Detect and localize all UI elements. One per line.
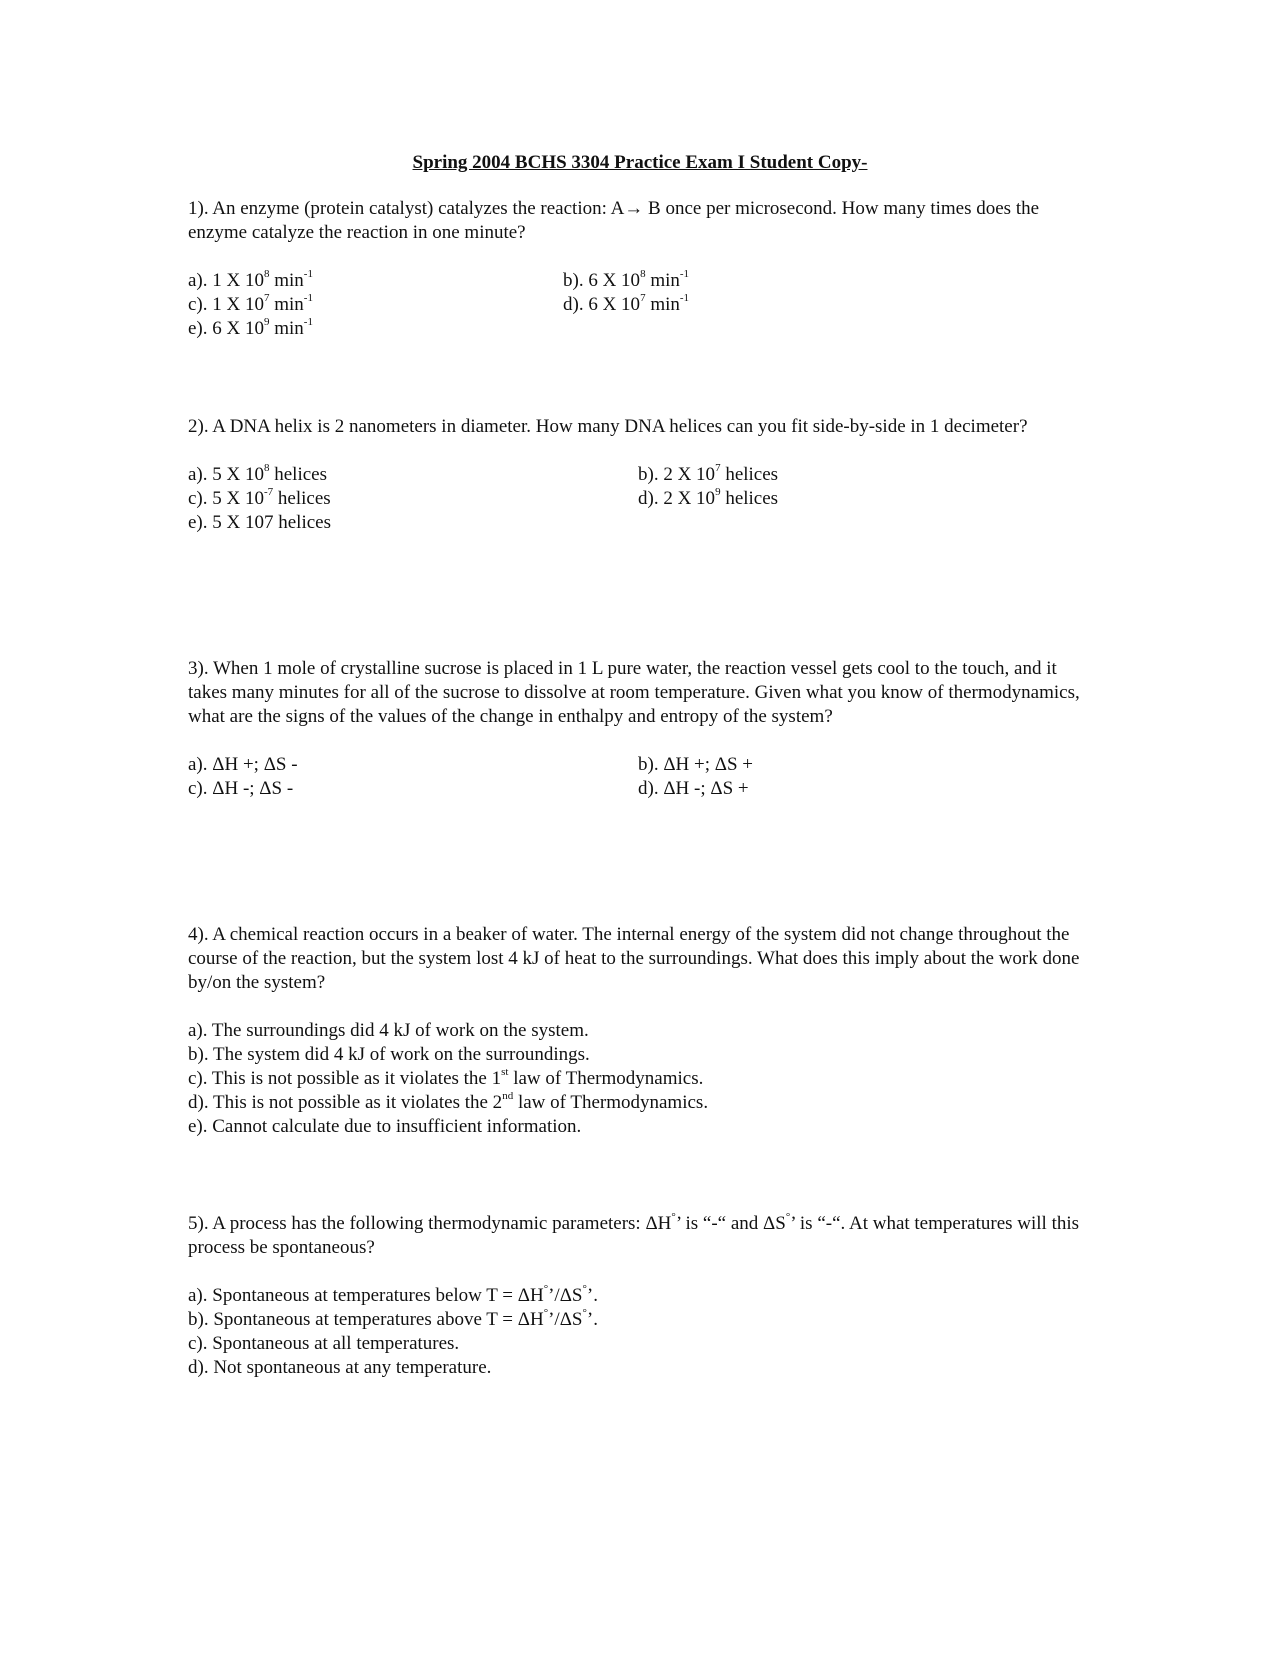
question-1 (188, 197, 1088, 341)
option-4d: d). This is not possible as it violates the 2nd law of Thermodynamics. (188, 1089, 709, 1113)
question-1-options (188, 269, 1088, 341)
option-3a: a). ΔH +; ΔS - (188, 754, 298, 775)
option-2c: c). 5 X $10^{-7}$ helices (188, 485, 331, 509)
option-4e: e). Cannot calculate due to insufficient information. (188, 1116, 582, 1137)
option-2e: e). 5 X 107 helices (188, 512, 331, 533)
option-5c: c). Spontaneous at all temperatures. (188, 1333, 460, 1354)
right-arrow-icon: → (624, 198, 644, 219)
option-4a: a). The surroundings did 4 kJ of work on the system. (188, 1020, 589, 1041)
question-2 (188, 415, 1088, 535)
question-5-options (188, 1284, 1088, 1380)
option-2d: d). 2 X $10^9$ helices (638, 485, 779, 509)
question-5 (188, 1212, 1088, 1380)
question-3 (188, 657, 1088, 801)
question-3-options (188, 753, 1088, 801)
option-1d: d). 6 X $10^7$ $\min^{-1}$ (563, 291, 690, 315)
question-1-text: 1). An enzyme (protein catalyst) catalyzes the reaction: A→ B once per microsecond. How many times does the enzyme catalyze the reaction in one minute? (188, 198, 1040, 243)
question-5-text: 5). A process has the following thermodynamic parameters: ΔH°’ is “-“ and ΔS°’ is “-“. At what temperatures will this process be spontaneous? (188, 1210, 1080, 1258)
option-1a: a). 1 X $10^8$ $\min^{-1}$ (188, 267, 313, 291)
question-3-text: 3). When 1 mole of crystalline sucrose is placed in 1 L pure water, the reaction vessel gets cool to the touch, and it takes many minutes for all of the sucrose to dissolve at room temperature. Given what you know of thermodynamics, what are the signs of the values of the change in enthalpy and entropy of the system? (188, 658, 1080, 727)
option-5d: d). Not spontaneous at any temperature. (188, 1357, 492, 1378)
question-2-text: 2). A DNA helix is 2 nanometers in diameter. How many DNA helices can you fit side-by-side in 1 decimeter? (188, 416, 1028, 437)
question-4-text: 4). A chemical reaction occurs in a beaker of water. The internal energy of the system did not change throughout the course of the reaction, but the system lost 4 kJ of heat to the surroundings. What does this imply about the work done by/on the system? (188, 924, 1080, 993)
question-2-options (188, 463, 1088, 535)
option-3b: b). ΔH +; ΔS + (638, 754, 754, 775)
option-4c: c). This is not possible as it violates the 1st law of Thermodynamics. (188, 1065, 704, 1089)
option-5a: a). Spontaneous at temperatures below T = ΔH°’/ΔS°’. (188, 1282, 598, 1306)
option-3d: d). ΔH -; ΔS + (638, 778, 749, 799)
option-1b: b). 6 X $10^8$ $\min^{-1}$ (563, 267, 690, 291)
option-3c: c). ΔH -; ΔS - (188, 778, 294, 799)
exam-title: Spring 2004 BCHS 3304 Practice Exam I Student Copy- (412, 152, 868, 173)
option-2a: a). 5 X $10^8$ helices (188, 461, 327, 485)
option-5b: b). Spontaneous at temperatures above T = ΔH°’/ΔS°’. (188, 1306, 598, 1330)
question-4-options (188, 1019, 1088, 1139)
option-1e: e). 6 X $10^9$ $\min^{-1}$ (188, 315, 313, 339)
question-4 (188, 923, 1088, 1139)
option-4b: b). The system did 4 kJ of work on the surroundings. (188, 1044, 590, 1065)
option-1c: c). 1 X $10^7$ $\min^{-1}$ (188, 291, 313, 315)
option-2b: b). 2 X $10^7$ helices (638, 461, 779, 485)
